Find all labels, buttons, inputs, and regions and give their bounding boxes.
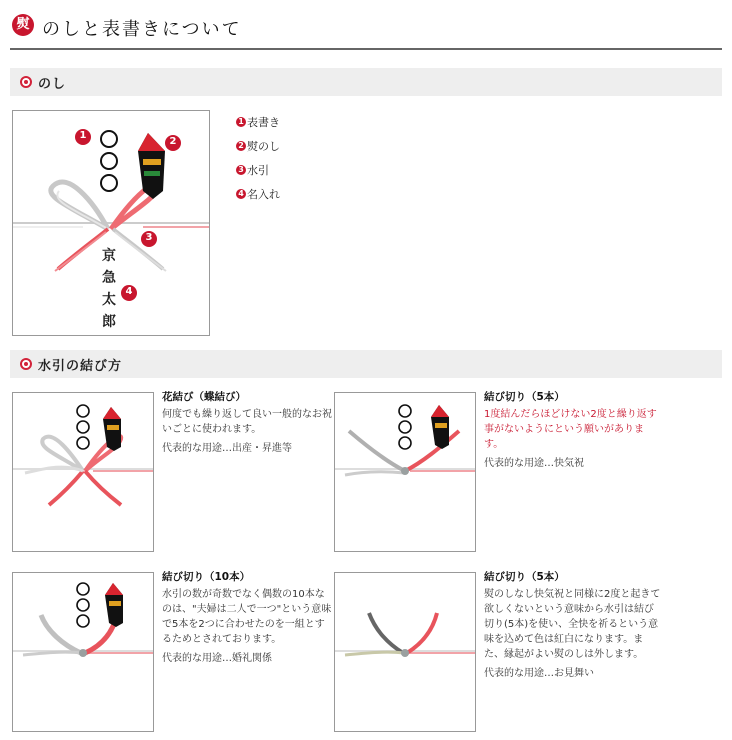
tie-image-hanamusubi (12, 392, 154, 552)
tie-use: 代表的な用途…快気祝 (484, 458, 584, 469)
legend-item (236, 134, 280, 158)
legend-item (236, 110, 280, 134)
tie-description-1 (162, 390, 334, 456)
section-title: のし (38, 77, 67, 92)
tie-image-musubikiri-5-omimai (334, 572, 476, 732)
name-char: 郎 (102, 314, 116, 330)
noshi-diagram (12, 110, 210, 336)
page-header (10, 10, 722, 50)
tie-description-4 (484, 570, 662, 681)
tie-body: 1度結んだらほどけない2度と繰り返す事がないようにという願いがあります。 (484, 409, 657, 450)
noshi-legend (236, 110, 280, 206)
number-badge-icon: 4 (236, 189, 246, 199)
tie-use: 代表的な用途…出産・昇進等 (162, 443, 292, 454)
name-char: 太 (102, 292, 116, 308)
section-header-mizuhiki (10, 350, 722, 378)
section-title: 水引の結び方 (38, 359, 123, 374)
tie-body: 水引の数が奇数でなく偶数の10本なのは、"夫婦は二人で一つ"という意味で5本を2つに合わせたのを一組とするためとされております。 (162, 589, 332, 645)
tie-image-musubikiri-10 (12, 572, 154, 732)
tie-use: 代表的な用途…お見舞い (484, 668, 594, 679)
legend-label: 表書き (247, 116, 280, 129)
tie-title: 結び切り（5本） (484, 571, 565, 583)
noshi-logo-icon: 熨 (12, 14, 34, 36)
number-badge-icon: 3 (236, 165, 246, 175)
name-char: 急 (102, 270, 116, 286)
legend-label: 熨のし (247, 140, 280, 153)
recipient-name (99, 245, 119, 333)
tie-title: 結び切り（10本） (162, 571, 251, 583)
page-title: のしと表書きについて (42, 19, 242, 40)
name-char: 京 (102, 248, 116, 264)
tie-description-2 (484, 390, 662, 471)
legend-label: 水引 (247, 164, 269, 177)
section-bullet-icon (20, 358, 32, 370)
section-header-noshi (10, 68, 722, 96)
tie-title: 花結び（蝶結び） (162, 391, 246, 403)
section-bullet-icon (20, 76, 32, 88)
tie-body: 熨のしなし快気祝と同様に2度と起きて欲しくないという意味から水引は結び切り(5本)を使い、全快を祈るという意味を込めて色は紅白になります。また、縁起がよい熨のしは外します。 (484, 589, 661, 660)
callout-1: 1 (79, 130, 87, 141)
tie-body: 何度でも繰り返して良い一般的なお祝いごとに使われます。 (162, 409, 332, 435)
legend-label: 名入れ (247, 188, 280, 201)
tie-title: 結び切り（5本） (484, 391, 565, 403)
legend-item (236, 182, 280, 206)
number-badge-icon: 1 (236, 117, 246, 127)
callout-4: 4 (125, 286, 133, 297)
number-badge-icon: 2 (236, 141, 246, 151)
legend-item (236, 158, 280, 182)
callout-2: 2 (169, 136, 177, 147)
tie-image-musubikiri-5 (334, 392, 476, 552)
tie-use: 代表的な用途…婚礼関係 (162, 653, 272, 664)
tie-description-3 (162, 570, 334, 666)
callout-3: 3 (145, 232, 153, 243)
